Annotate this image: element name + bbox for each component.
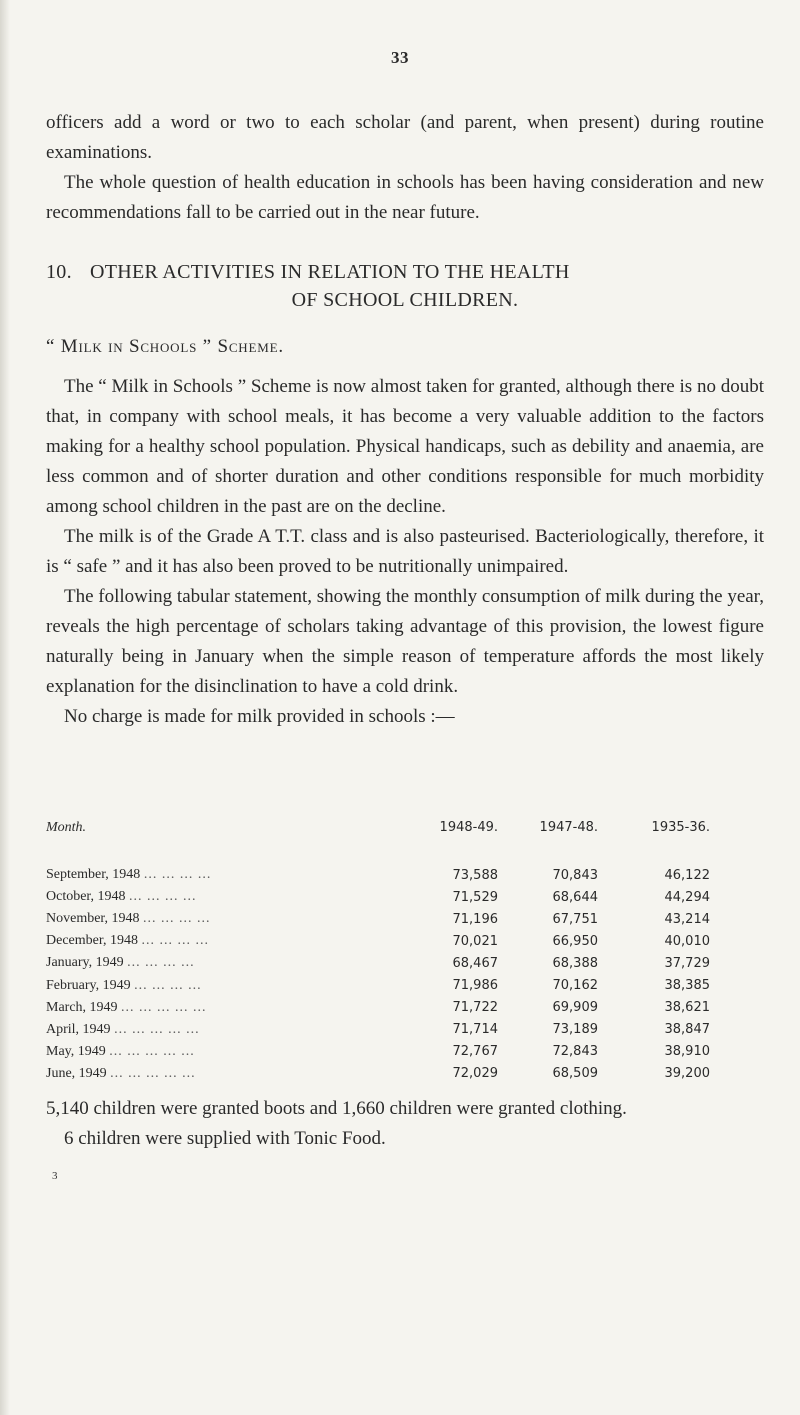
- table-row: [46, 864, 726, 886]
- month-label: November, 1948: [46, 911, 140, 927]
- value-1948-49: 73,588: [452, 867, 498, 883]
- leader-dots: ... ... ... ... ...: [114, 1021, 200, 1037]
- milk-scheme-text: [46, 372, 764, 732]
- value-1935-36: 40,010: [664, 933, 710, 949]
- milk-consumption-table: [46, 820, 726, 1085]
- leader-dots: ... ... ... ...: [143, 867, 212, 883]
- month-label: June, 1949: [46, 1065, 107, 1081]
- leader-dots: ... ... ... ... ...: [121, 999, 207, 1015]
- value-1948-49: 68,467: [452, 955, 498, 971]
- section-heading: [46, 258, 764, 314]
- value-1948-49: 71,722: [452, 1000, 498, 1016]
- value-1947-48: 67,751: [552, 911, 598, 927]
- month-cell: [46, 1066, 406, 1082]
- month-label: March, 1949: [46, 999, 118, 1015]
- table-row: [46, 1063, 726, 1085]
- paragraph: The following tabular statement, showing the monthly consumption of milk during the year, reveals the high percentage of scholars taking advantage of this provision, the lowest figure naturally being in January when the simple reason of temperature affords the most likely explanation for the disinclination to have a cold drink.: [46, 586, 765, 697]
- month-cell: [46, 1022, 406, 1038]
- value-1947-48: 69,909: [552, 1000, 598, 1016]
- leader-dots: ... ... ... ... ...: [109, 1043, 195, 1059]
- month-cell: [46, 1000, 406, 1016]
- leader-dots: ... ... ... ...: [129, 889, 197, 905]
- sub-heading: “ Milk in Schools ” Scheme.: [46, 336, 284, 357]
- header-1948-49: 1948-49.: [439, 820, 498, 835]
- value-1935-36: 46,122: [664, 867, 710, 883]
- value-1935-36: 38,621: [664, 1000, 710, 1016]
- header-1935-36: 1935-36.: [651, 820, 710, 835]
- table-row: [46, 1041, 726, 1063]
- paragraph: officers add a word or two to each scholar (and parent, when present) during routine examinations.: [46, 112, 764, 163]
- month-label: January, 1949: [46, 955, 124, 971]
- value-1947-48: 68,644: [552, 889, 598, 905]
- section-title-line1: OTHER ACTIVITIES IN RELATION TO THE HEALTH: [90, 261, 570, 283]
- value-1935-36: 43,214: [664, 911, 710, 927]
- value-1947-48: 68,509: [552, 1066, 598, 1082]
- value-1948-49: 70,021: [452, 933, 498, 949]
- month-cell: [46, 867, 406, 883]
- value-1947-48: 70,843: [552, 867, 598, 883]
- month-cell: [46, 1044, 406, 1060]
- value-1935-36: 44,294: [664, 889, 710, 905]
- value-1948-49: 71,196: [452, 911, 498, 927]
- value-1935-36: 38,910: [664, 1044, 710, 1060]
- paragraph: The milk is of the Grade A T.T. class and is also pasteurised. Bacteriologically, therefore, it is “ safe ” and it has also been proved to be nutritionally unimpaired.: [46, 526, 764, 577]
- value-1948-49: 71,986: [452, 978, 498, 994]
- month-label: May, 1949: [46, 1043, 106, 1059]
- paragraph: 5,140 children were granted boots and 1,660 children were granted clothing.: [46, 1098, 627, 1119]
- value-1947-48: 70,162: [552, 978, 598, 994]
- page-edge-shadow: [0, 0, 10, 1415]
- table-row: [46, 886, 726, 908]
- value-1948-49: 72,029: [452, 1066, 498, 1082]
- leader-dots: ... ... ... ...: [141, 933, 209, 949]
- leader-dots: ... ... ... ...: [134, 977, 202, 993]
- table-body: [46, 864, 726, 1085]
- month-label: February, 1949: [46, 977, 131, 993]
- value-1948-49: 71,714: [452, 1022, 498, 1038]
- table-row: [46, 974, 726, 996]
- leader-dots: ... ... ... ...: [127, 955, 195, 971]
- value-1948-49: 72,767: [452, 1044, 498, 1060]
- value-1935-36: 39,200: [664, 1066, 710, 1082]
- value-1935-36: 38,847: [664, 1022, 710, 1038]
- table-row: [46, 1019, 726, 1041]
- page-number: 33: [391, 48, 409, 67]
- value-1947-48: 68,388: [552, 955, 598, 971]
- month-label: April, 1949: [46, 1021, 111, 1037]
- month-cell: [46, 933, 406, 949]
- section-number: 10.: [46, 261, 72, 283]
- paragraph: No charge is made for milk provided in schools :—: [64, 706, 455, 727]
- table-header: [46, 820, 726, 864]
- paragraph: The whole question of health education in schools has been having consideration and new recommendations fall to be carried out in the near future.: [46, 172, 764, 223]
- value-1947-48: 73,189: [552, 1022, 598, 1038]
- value-1948-49: 71,529: [452, 889, 498, 905]
- month-label: October, 1948: [46, 889, 126, 905]
- month-label: September, 1948: [46, 867, 141, 883]
- paragraph: The “ Milk in Schools ” Scheme is now almost taken for granted, although there is no doubt that, in company with school meals, it has become a very valuable addition to the factors making for a healthy school population. Physical handicaps, such as debility and anaemia, are less common and of shorter duration and other conditions responsible for much morbidity among school children in the past are on the decline.: [46, 376, 764, 517]
- month-label: December, 1948: [46, 933, 138, 949]
- month-cell: [46, 955, 406, 971]
- table-row: [46, 952, 726, 974]
- table-row: [46, 908, 726, 930]
- value-1947-48: 66,950: [552, 933, 598, 949]
- value-1935-36: 37,729: [664, 955, 710, 971]
- value-1947-48: 72,843: [552, 1044, 598, 1060]
- header-month: Month.: [46, 820, 87, 835]
- header-1947-48: 1947-48.: [539, 820, 598, 835]
- paragraph: 6 children were supplied with Tonic Food.: [64, 1128, 386, 1149]
- table-row: [46, 997, 726, 1019]
- intro-text: [46, 108, 764, 228]
- month-cell: [46, 978, 406, 994]
- signature-mark: 3: [52, 1170, 58, 1182]
- leader-dots: ... ... ... ... ...: [110, 1065, 196, 1081]
- month-cell: [46, 889, 406, 905]
- month-cell: [46, 911, 406, 927]
- section-title-line2: OF SCHOOL CHILDREN.: [291, 289, 519, 311]
- table-row: [46, 930, 726, 952]
- closing-text: [46, 1094, 764, 1154]
- leader-dots: ... ... ... ...: [143, 911, 211, 927]
- value-1935-36: 38,385: [664, 978, 710, 994]
